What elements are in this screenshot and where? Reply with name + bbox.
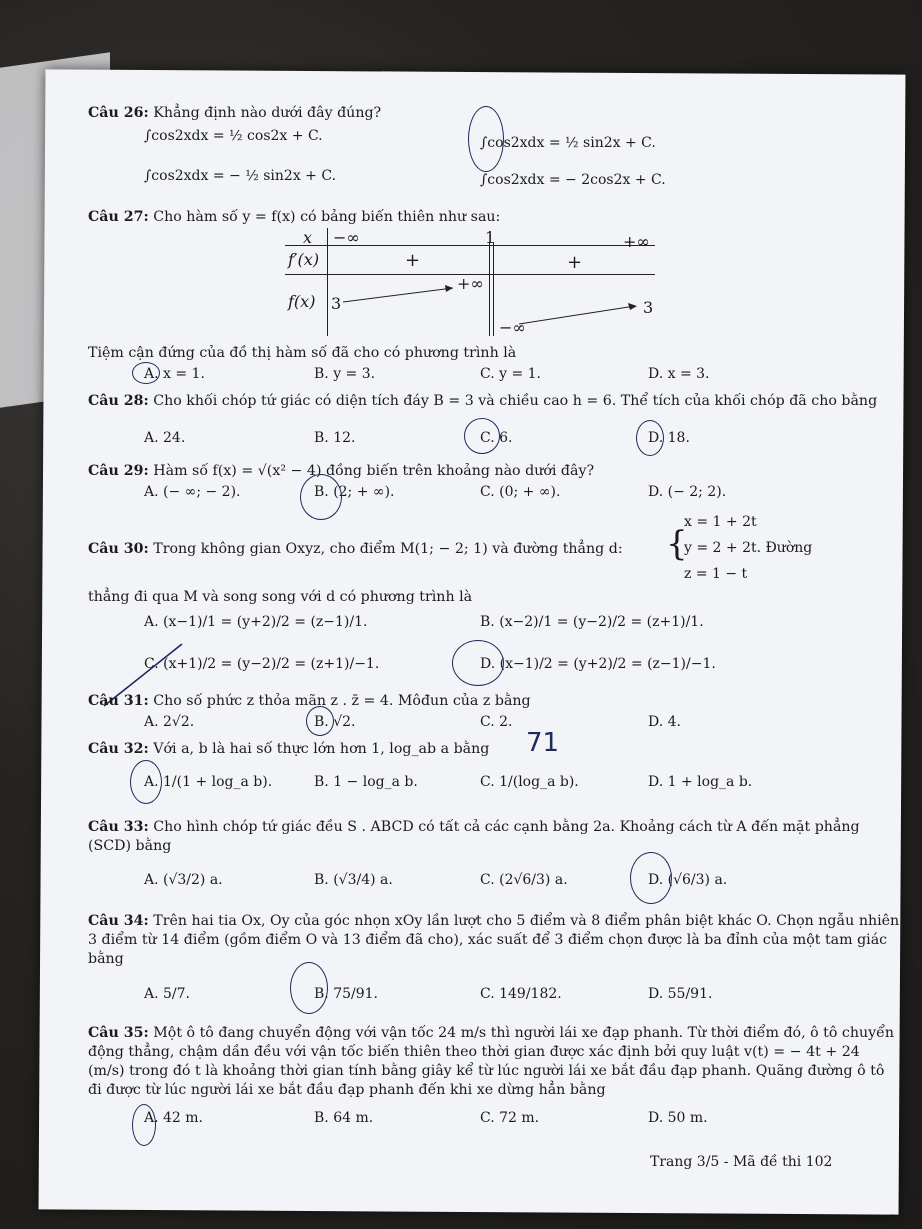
- q35-option-b: B. 64 m.: [314, 1110, 374, 1126]
- q31-option-a: A. 2√2.: [144, 714, 195, 730]
- q31-option-d: D. 4.: [648, 714, 681, 730]
- q27-option-b: B. y = 3.: [314, 366, 376, 382]
- question-35: Câu 35: Một ô tô đang chuyển động với vận tốc 24 m/s thì người lái xe đạp phanh. Từ thời điểm đó, ô tô chuyển động thẳng, chậm dần đều với vận tốc biến thiên theo thời gian được xác định bởi quy luật v(t) = − 4t + 24 (m/s) trong đó t là khoảng thời gian tính bằng giây kể từ lúc người lái xe bắt đầu đạp phanh. Quãng đường ô tô đi được từ lúc người lái xe bắt đầu đạp phanh đến khi xe dừng hẳn bằng: [88, 1025, 894, 1098]
- question-29: Câu 29: Hàm số f(x) = √(x² − 4) đồng biến trên khoảng nào dưới đây?: [88, 463, 595, 479]
- line-eq-z: z = 1 − t: [684, 566, 748, 582]
- q34-option-d: D. 55/91.: [648, 986, 713, 1002]
- pen-circle-q28-d: [636, 420, 664, 456]
- q32-option-a: A. 1/(1 + log_a b).: [144, 774, 273, 790]
- q28-option-c: C. 6.: [480, 430, 513, 446]
- q29-option-c: C. (0; + ∞).: [480, 484, 561, 500]
- q28-option-d: D. 18.: [648, 430, 690, 446]
- pen-circle-q32: [130, 760, 162, 804]
- q27-option-a: A. x = 1.: [144, 366, 205, 382]
- line-eq-y: y = 2 + 2t. Đường: [684, 540, 813, 556]
- q31-option-c: C. 2.: [480, 714, 513, 730]
- question-30-prompt: thẳng đi qua M và song song với d có phương trình là: [88, 589, 473, 605]
- pen-circle-q28: [464, 418, 500, 454]
- q26-option-d: ∫cos2xdx = − 2cos2x + C.: [480, 172, 666, 188]
- question-33: Câu 33: Cho hình chóp tứ giác đều S . ABCD có tất cả các cạnh bằng 2a. Khoảng cách từ A đến mặt phẳng (SCD) bằng: [88, 819, 860, 854]
- q35-option-d: D. 50 m.: [648, 1110, 708, 1126]
- q33-option-b: B. (√3/4) a.: [314, 872, 393, 888]
- q30-option-b: B. (x−2)/1 = (y−2)/2 = (z+1)/1.: [480, 614, 704, 630]
- system-brace: {: [666, 524, 688, 564]
- q29-option-b: B. (2; + ∞).: [314, 484, 395, 500]
- q34-option-a: A. 5/7.: [144, 986, 190, 1002]
- pen-circle-q33: [630, 852, 672, 904]
- question-34: Câu 34: Trên hai tia Ox, Oy của góc nhọn xOy lần lượt cho 5 điểm và 8 điểm phân biệt khác O. Chọn ngẫu nhiên 3 điểm từ 14 điểm (gồm điểm O và 13 điểm đã cho), xác suất để 3 điểm chọn được là ba đỉnh của một tam giác bằng: [88, 913, 900, 967]
- q26-option-a: ∫cos2xdx = ½ cos2x + C.: [144, 128, 323, 144]
- q30-option-d: D. (x−1)/2 = (y+2)/2 = (z−1)/−1.: [480, 656, 716, 672]
- pen-circle-q29: [300, 474, 342, 520]
- q35-option-c: C. 72 m.: [480, 1110, 540, 1126]
- q31-option-b: B. √2.: [314, 714, 356, 730]
- pen-circle-q34: [290, 962, 328, 1014]
- q27-option-d: D. x = 3.: [648, 366, 710, 382]
- q35-option-a: A. 42 m.: [144, 1110, 204, 1126]
- question-26: Câu 26: Khẳng định nào dưới đây đúng?: [88, 105, 382, 121]
- q27-option-c: C. y = 1.: [480, 366, 542, 382]
- q26-option-b: ∫cos2xdx = ½ sin2x + C.: [480, 135, 656, 151]
- question-28: Câu 28: Cho khối chóp tứ giác có diện tích đáy B = 3 và chiều cao h = 6. Thể tích của khối chóp đã cho bằng: [88, 393, 878, 409]
- question-31: Câu 31: Cho số phức z thỏa mãn z . z̄ = 4. Môđun của z bằng: [88, 693, 531, 709]
- q33-option-c: C. (2√6/3) a.: [480, 872, 568, 888]
- q30-option-a: A. (x−1)/1 = (y+2)/2 = (z−1)/1.: [144, 614, 368, 630]
- q32-option-c: C. 1/(log_a b).: [480, 774, 579, 790]
- question-30: Câu 30: Trong không gian Oxyz, cho điểm M(1; − 2; 1) và đường thẳng d:: [88, 541, 623, 557]
- q33-option-d: D. (√6/3) a.: [648, 872, 728, 888]
- q29-option-d: D. (− 2; 2).: [648, 484, 727, 500]
- question-32: Câu 32: Với a, b là hai số thực lớn hơn 1, log_ab a bằng: [88, 741, 490, 757]
- q28-option-b: B. 12.: [314, 430, 356, 446]
- question-27-prompt: Tiệm cận đứng của đồ thị hàm số đã cho có phương trình là: [88, 345, 517, 361]
- pen-circle-q31: [306, 706, 334, 736]
- pen-circle-q35: [132, 1104, 156, 1146]
- q34-option-c: C. 149/182.: [480, 986, 562, 1002]
- q32-option-b: B. 1 − log_a b.: [314, 774, 418, 790]
- pen-circle-q26: [468, 106, 504, 172]
- q29-option-a: A. (− ∞; − 2).: [144, 484, 241, 500]
- question-27: Câu 27: Cho hàm số y = f(x) có bảng biến thiên như sau:: [88, 209, 501, 225]
- q30-option-c: C. (x+1)/2 = (y−2)/2 = (z+1)/−1.: [144, 656, 380, 672]
- q34-option-b: B. 75/91.: [314, 986, 378, 1002]
- q33-option-a: A. (√3/2) a.: [144, 872, 223, 888]
- q28-option-a: A. 24.: [144, 430, 186, 446]
- q26-option-c: ∫cos2xdx = − ½ sin2x + C.: [144, 168, 337, 184]
- variation-table: x −∞ 1 +∞ f′(x) + + f(x) 3 +∞ −∞ 3: [285, 228, 655, 336]
- q32-option-d: D. 1 + log_a b.: [648, 774, 753, 790]
- pen-circle-q27: [132, 362, 160, 384]
- handwritten-note: 71: [526, 728, 560, 758]
- line-eq-x: x = 1 + 2t: [684, 514, 757, 530]
- pen-circle-q30: [452, 640, 504, 686]
- page-footer: Trang 3/5 - Mã đề thi 102: [650, 1154, 833, 1170]
